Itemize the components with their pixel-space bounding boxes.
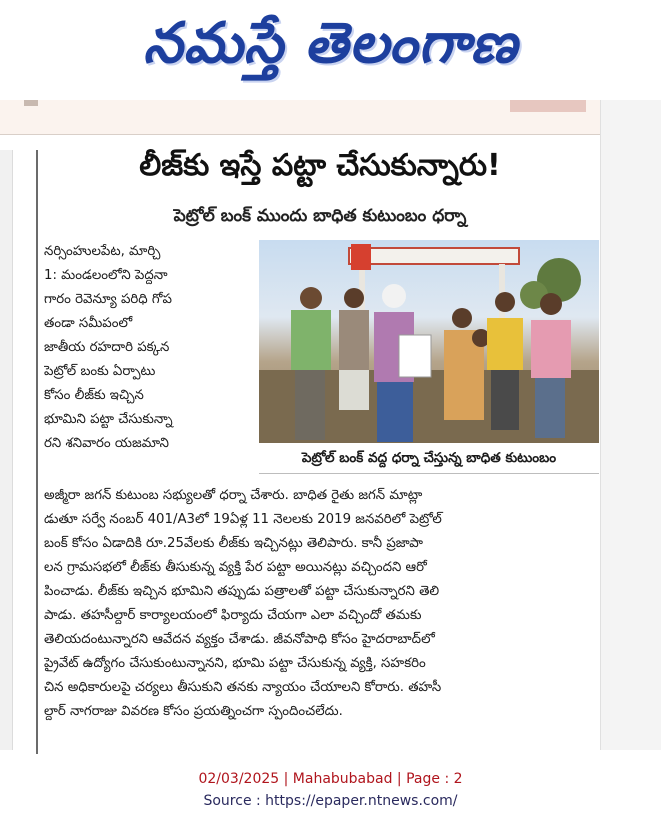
article-body-text — [44, 484, 599, 724]
body-line: పాడు. తహసీల్దార్ కార్యాలయంలో ఫిర్యాదు చేయగా ఎలా వచ్చిందో తమకు — [44, 608, 422, 623]
body-line: పెట్రోల్ బంకు ఏర్పాటు — [44, 364, 156, 379]
strip-thumbnail — [510, 100, 586, 112]
body-line: కోసం లీజ్‌కు ఇచ్చిన — [44, 388, 144, 403]
strip-mark — [24, 100, 38, 106]
epaper-footer — [0, 768, 661, 812]
body-line: తెలియదంటున్నారని ఆవేదన వ్యక్తం చేశాడు. జీవనోపాధి కోసం హైదరాబాద్‌లో — [44, 632, 435, 647]
body-line: తండా సమీపంలో — [44, 316, 133, 331]
body-line: భూమిని పట్టా చేసుకున్నా — [44, 412, 173, 427]
body-line: బంక్ కోసం ఏడాదికి రూ.25వేలకు లీజ్‌కు ఇచ్చినట్లు తెలిపారు. కానీ ప్రజాపా — [44, 536, 424, 551]
body-line: ల్దార్ నాగరాజు వివరణ కోసం ప్రయత్నించగా స్పందించలేదు. — [44, 704, 343, 719]
body-line: జాతీయ రహదారి పక్కన — [44, 340, 170, 355]
body-line: 1: మండలంలోని పెద్దనా — [44, 268, 168, 283]
photo-caption: పెట్రోల్ బంక్ వద్ద ధర్నా చేస్తున్న బాధిత కుటుంబం — [259, 443, 599, 474]
body-line: గారం రెవెన్యూ పరిధి గోప — [44, 292, 172, 307]
body-line: లన గ్రామసభలో లీజ్‌కు తీసుకున్న వ్యక్తి పేర పట్టా అయినట్లు వచ్చిందని ఆరో — [44, 560, 427, 575]
edition-date-line: 02/03/2025 | Mahabubabad | Page : 2 — [198, 771, 463, 787]
body-line: డుతూ సర్వే నంబర్ 401/A3లో 19ఏళ్ల 11 నెలలకు 2019 జనవరిలో పెట్రోల్ — [44, 512, 442, 527]
adjacent-column-edge — [600, 100, 661, 750]
previous-article-strip — [0, 100, 600, 135]
body-line: ప్రైవేట్ ఉద్యోగం చేసుకుంటున్నానని, భూమి పట్టా చేసుకున్న వ్యక్తి, సహకరిం — [44, 656, 426, 671]
photo-illustration — [259, 240, 599, 443]
left-column-edge — [0, 150, 13, 750]
body-line: నర్సింహులపేట, మార్చి — [44, 244, 161, 259]
source-line: Source : https://epaper.ntnews.com/ — [203, 793, 458, 809]
body-line: చిన అధికారులపై చర్యలు తీసుకుని తనకు న్యాయం చేయాలని కోరారు. తహసీ — [44, 680, 442, 695]
body-line: అజ్మీరా జగన్ కుటుంబ సభ్యులతో ధర్నా చేశారు. బాధిత రైతు జగన్ మాట్లా — [44, 488, 423, 503]
news-photo — [259, 240, 599, 443]
body-line: పించాడు. లీజ్‌కు ఇచ్చిన భూమిని తప్పుడు పత్రాలతో పట్టా చేసుకున్నారని తెలి — [44, 584, 440, 599]
body-line: రని శనివారం యజమాని — [44, 436, 169, 451]
article-subheadline: పెట్రోల్ బంక్ ముందు బాధిత కుటుంబం ధర్నా — [173, 206, 467, 226]
masthead — [0, 0, 661, 100]
column-divider — [36, 150, 38, 754]
article-column-text — [44, 240, 258, 456]
newspaper-logo: నమస్తే తెలంగాణ — [143, 10, 518, 76]
article-headline: లీజ్‌కు ఇస్తే పట్టా చేసుకున్నారు! — [139, 148, 501, 183]
